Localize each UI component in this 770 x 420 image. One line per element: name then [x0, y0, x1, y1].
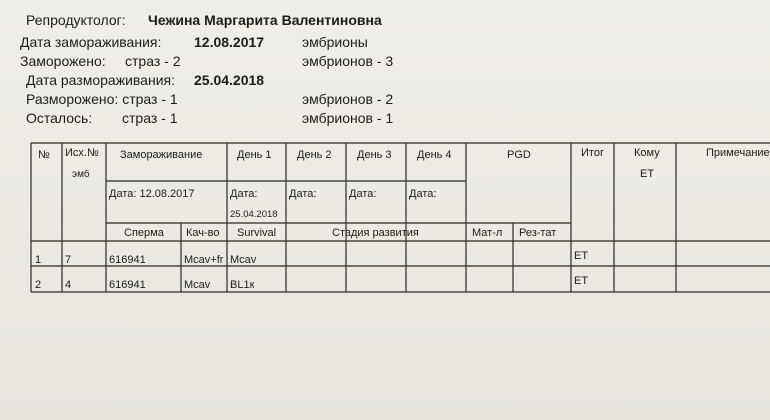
thaw-date: 25.04.2018 — [194, 72, 265, 88]
row2-survival: BL1к — [230, 280, 255, 291]
row1-source: 7 — [65, 255, 72, 266]
day1-date-label: Дата: — [230, 189, 258, 200]
freeze-date: 12.08.2017 — [194, 34, 265, 50]
thawed-embryos: эмбрионов - 2 — [302, 91, 394, 107]
thaw-date-label: Дата размораживания: — [26, 72, 175, 88]
col-to-whom-value: ЕТ — [640, 169, 655, 180]
day3-date-label: Дата: — [349, 189, 377, 200]
row2-number: 2 — [35, 280, 42, 291]
col-source-header-line2: эмб — [72, 170, 90, 180]
col-day2-header: День 2 — [297, 150, 332, 161]
row1-sperm: 616941 — [109, 255, 146, 266]
col-freezing-header: Замораживание — [120, 150, 203, 161]
day4-date-label: Дата: — [409, 189, 437, 200]
reproductologist-name: Чежина Маргарита Валентиновна — [148, 12, 382, 28]
col-day3-header: День 3 — [357, 150, 392, 161]
col-day1-header: День 1 — [237, 150, 272, 161]
day1-date-value: 25.04.2018 — [230, 210, 278, 220]
col-source-header-line1: Исх.№ — [65, 148, 99, 159]
day2-date-label: Дата: — [289, 189, 317, 200]
row1-quality: Mcav+fr — [184, 255, 224, 266]
freeze-date-label: Дата замораживания: — [20, 34, 162, 50]
remaining-straws: страз - 1 — [122, 110, 178, 126]
frozen-straws: страз - 2 — [125, 53, 181, 69]
sub-survival-header: Survival — [237, 228, 277, 239]
reproductologist-label: Репродуктолог: — [26, 12, 126, 28]
freeze-date-cell: Дата: 12.08.2017 — [109, 189, 195, 200]
col-number-header: № — [38, 150, 50, 161]
col-to-whom-header: Кому — [634, 148, 660, 159]
row1-number: 1 — [35, 255, 42, 266]
sub-material-header: Мат-л — [472, 228, 503, 239]
sub-result-header: Рез-тат — [519, 228, 557, 239]
col-result-header: Итог — [581, 148, 604, 159]
frozen-embryos: эмбрионов - 3 — [302, 53, 394, 69]
remaining-label: Осталось: — [26, 110, 93, 126]
remaining-embryos: эмбрионов - 1 — [302, 110, 394, 126]
embryos-label: эмбрионы — [302, 34, 368, 50]
row1-survival: Mcav — [230, 255, 257, 266]
row2-sperm: 616941 — [109, 280, 146, 291]
frozen-label: Заморожено: — [20, 53, 106, 69]
col-day4-header: День 4 — [417, 150, 452, 161]
row2-quality: Mcav — [184, 280, 211, 291]
row2-source: 4 — [65, 280, 72, 291]
col-pgd-header: PGD — [507, 150, 531, 161]
col-note-header: Примечание — [706, 148, 770, 159]
sub-stage-header: Стадия развития — [332, 228, 419, 239]
sub-quality-header: Кач-во — [186, 228, 220, 239]
row1-result: ET — [574, 251, 589, 262]
sub-sperm-header: Сперма — [124, 228, 164, 239]
row2-result: ET — [574, 276, 589, 287]
thawed-label: Разморожено: страз - 1 — [26, 91, 178, 107]
